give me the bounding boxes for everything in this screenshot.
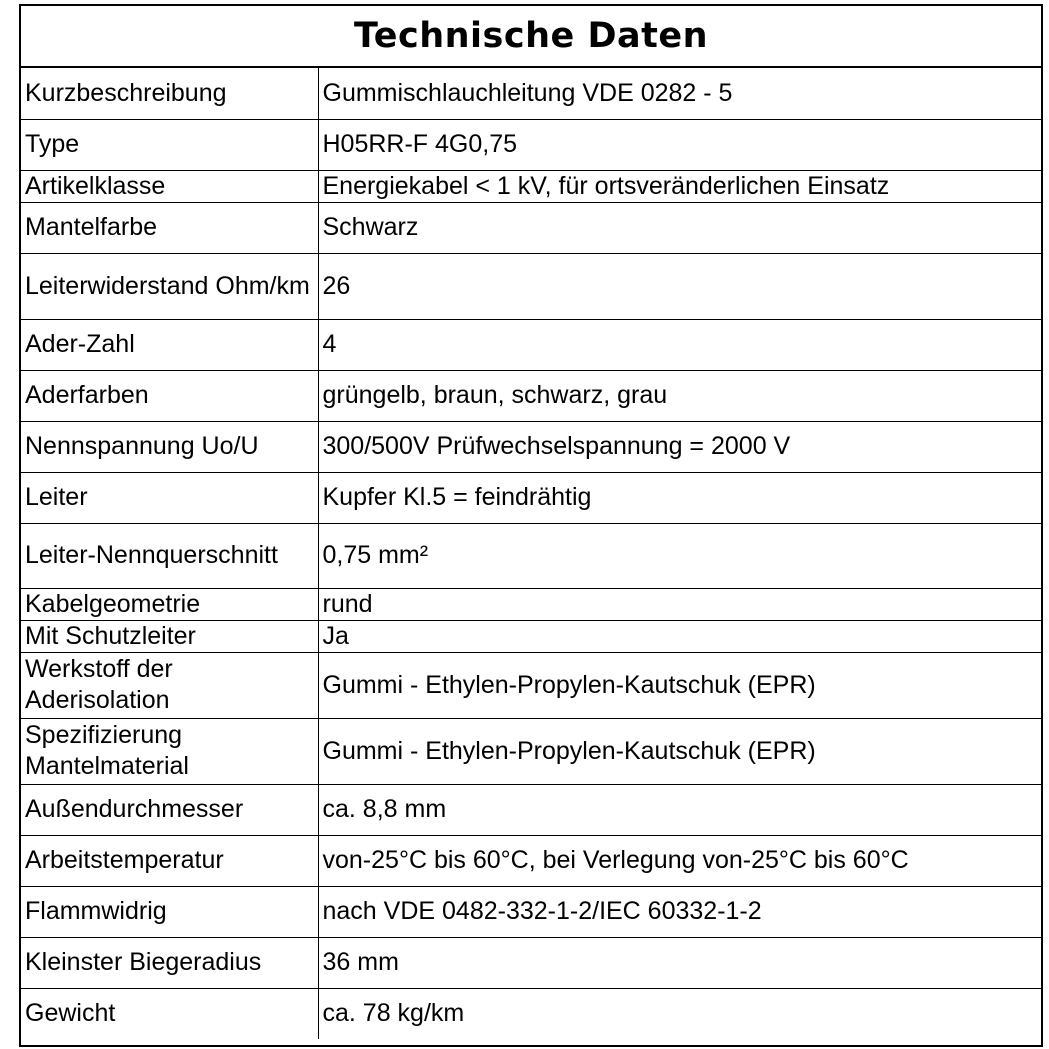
row-label: Arbeitstemperatur (21, 835, 318, 886)
table-row (21, 68, 1041, 119)
row-value: Gummischlauchleitung VDE 0282 - 5 (322, 78, 733, 107)
row-label: Spezifizierung Mantelmaterial (21, 718, 318, 784)
sheet-title: Technische Daten (21, 6, 1041, 68)
row-label: Artikelklasse (21, 170, 318, 202)
row-value: 0,75 mm² (318, 523, 1041, 588)
row-value: ca. 8,8 mm (318, 784, 1041, 835)
row-label: Kabelgeometrie (21, 588, 318, 620)
row-value: H05RR-F 4G0,75 (318, 119, 1041, 170)
table-row (21, 718, 1041, 784)
row-label: Flammwidrig (21, 886, 318, 937)
row-value: Kupfer Kl.5 = feindrähtig (318, 472, 1041, 523)
table-row (21, 523, 1041, 588)
row-value: 4 (318, 319, 1041, 370)
row-value: Energiekabel < 1 kV, für ortsveränderlichen Einsatz (318, 170, 1041, 202)
row-label: Werkstoff der Aderisolation (21, 652, 318, 718)
table-row (21, 652, 1041, 718)
row-label: Mantelfarbe (21, 202, 318, 253)
table-row (21, 319, 1041, 370)
row-label: Leiter-Nennquerschnitt (21, 523, 318, 588)
row-label: Kleinster Biegeradius (21, 937, 318, 988)
table-row (21, 119, 1041, 170)
row-value: nach VDE 0482-332-1-2/IEC 60332-1-2 (318, 886, 1041, 937)
row-label: Type (21, 119, 318, 170)
row-value: 26 (318, 253, 1041, 319)
row-value: Schwarz (318, 202, 1041, 253)
table-row (21, 620, 1041, 652)
row-value: rund (318, 588, 1041, 620)
row-value: grüngelb, braun, schwarz, grau (318, 370, 1041, 421)
table-row (21, 370, 1041, 421)
table-row (21, 988, 1041, 1039)
row-value: 300/500V Prüfwechselspannung = 2000 V (318, 421, 1041, 472)
table-row (21, 202, 1041, 253)
row-value: Gummi - Ethylen-Propylen-Kautschuk (EPR) (318, 652, 1041, 718)
table-row (21, 421, 1041, 472)
table-row (21, 886, 1041, 937)
row-label: Nennspannung Uo/U (21, 421, 318, 472)
row-label: Leiter (21, 472, 318, 523)
table-row (21, 588, 1041, 620)
row-label: Mit Schutzleiter (21, 620, 318, 652)
table-row (21, 835, 1041, 886)
technical-data-sheet (19, 4, 1043, 1047)
row-label: Aderfarben (21, 370, 318, 421)
table-row (21, 472, 1041, 523)
row-value: 36 mm (318, 937, 1041, 988)
row-value: Ja (318, 620, 1041, 652)
row-label: Kurzbeschreibung (21, 68, 318, 119)
table-row (21, 253, 1041, 319)
row-label: Außendurchmesser (21, 784, 318, 835)
row-label: Gewicht (21, 988, 318, 1039)
table-row (21, 784, 1041, 835)
row-value: von-25°C bis 60°C, bei Verlegung von-25°C bis 60°C (318, 835, 1041, 886)
row-label: Leiterwiderstand Ohm/km (21, 253, 318, 319)
row-value: ca. 78 kg/km (318, 988, 1041, 1039)
row-value: Gummi - Ethylen-Propylen-Kautschuk (EPR) (318, 718, 1041, 784)
table-row (21, 170, 1041, 202)
row-label: Ader-Zahl (21, 319, 318, 370)
table-row (21, 937, 1041, 988)
specs-table (21, 68, 1041, 1039)
